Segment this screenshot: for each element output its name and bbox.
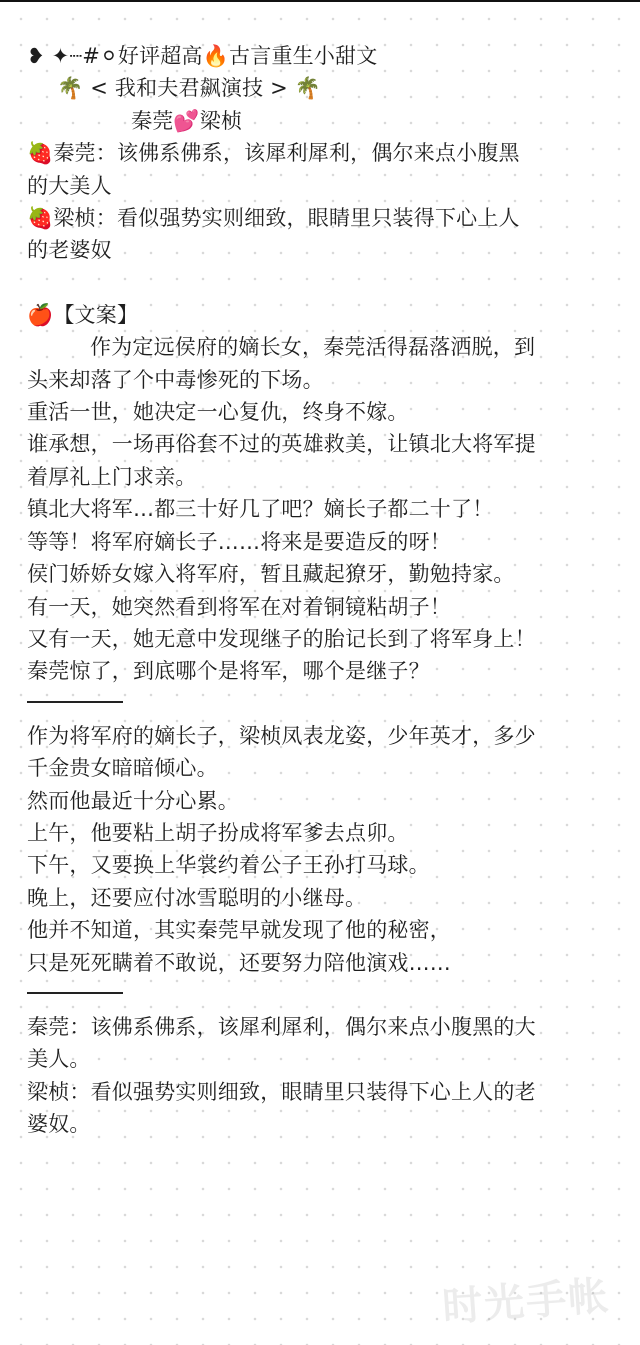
text-line: 婆奴。 — [27, 1112, 91, 1137]
section-divider — [27, 992, 123, 994]
character-line: 的大美人 — [27, 173, 112, 198]
spacer — [27, 267, 617, 299]
text-line: 作为将军府的嫡长子，梁桢凤表龙姿，少年英才，多少 — [27, 723, 536, 748]
character-line: 的老婆奴 — [27, 238, 112, 263]
text-line: 晚上，还要应付冰雪聪明的小继母。 — [27, 885, 367, 910]
text-line: 下午，又要换上华裳约着公子王孙打马球。 — [27, 853, 430, 878]
text-line: 侯门娇娇女嫁入将军府，暂且藏起獠牙，勤勉持家。 — [27, 562, 515, 587]
section-divider — [27, 701, 123, 703]
header-tagline: ❥ ✦┈#⚪好评超高🔥古言重生小甜文 — [27, 44, 378, 68]
text-line: 美人。 — [27, 1047, 91, 1072]
text-line: 等等！将军府嫡长子……将来是要造反的呀！ — [27, 529, 451, 554]
book-title: 🌴 < 我和夫君飙演技 > 🌴 — [57, 76, 322, 101]
text-line: 秦莞惊了，到底哪个是将军，哪个是继子？ — [27, 659, 430, 684]
text-line: 梁桢：看似强势实则细致，眼睛里只装得下心上人的老 — [27, 1079, 536, 1104]
character-line: 🍓秦莞：该佛系佛系，该犀利犀利，偶尔来点小腹黑 — [27, 141, 520, 166]
text-line: 然而他最近十分心累。 — [27, 788, 239, 813]
couple-names: 秦莞💕梁桢 — [131, 108, 243, 133]
text-line: 千金贵女暗暗倾心。 — [27, 756, 218, 781]
text-line: 着厚礼上门求亲。 — [27, 464, 197, 489]
text-line: 只是死死瞒着不敢说，还要努力陪他演戏…… — [27, 950, 451, 975]
synopsis-heading: 🍎【文案】 — [27, 302, 139, 327]
character-line: 🍓梁桢：看似强势实则细致，眼睛里只装得下心上人 — [27, 206, 520, 231]
text-line: 头来却落了个中毒惨死的下场。 — [27, 367, 324, 392]
top-border — [0, 0, 640, 2]
text-line: 镇北大将军…都三十好几了吧？嫡长子都二十了！ — [27, 497, 494, 522]
text-line: 重活一世，她决定一心复仇，终身不嫁。 — [27, 400, 409, 425]
text-line: 他并不知道，其实秦莞早就发现了他的秘密， — [27, 918, 451, 943]
text-line: 谁承想，一场再俗套不过的英雄救美，让镇北大将军提 — [27, 432, 536, 457]
app-watermark: 时光手帐 — [440, 1273, 612, 1331]
text-line: 秦莞：该佛系佛系，该犀利犀利，偶尔来点小腹黑的大 — [27, 1014, 536, 1039]
text-line: 又有一天，她无意中发现继子的胎记长到了将军身上！ — [27, 626, 536, 651]
note-content — [27, 40, 617, 1141]
text-line: 作为定远侯府的嫡长女，秦莞活得磊落洒脱，到 — [90, 335, 536, 360]
text-line: 上午，他要粘上胡子扮成将军爹去点卯。 — [27, 820, 409, 845]
text-line: 有一天，她突然看到将军在对着铜镜粘胡子！ — [27, 594, 451, 619]
